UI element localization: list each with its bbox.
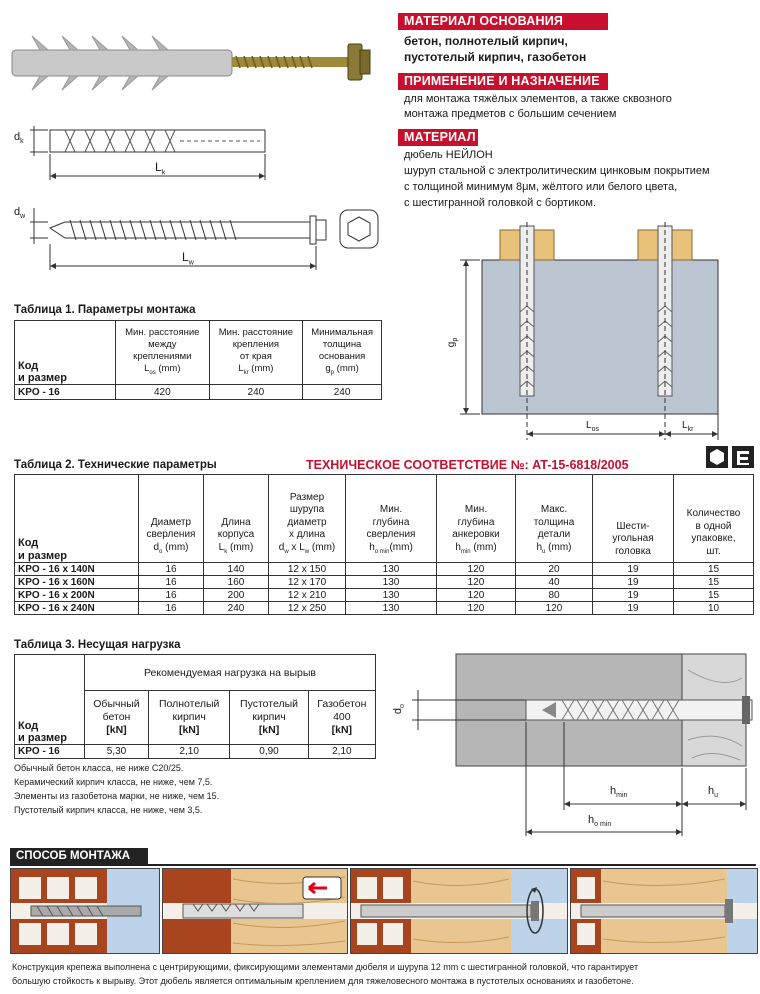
- table2-caption: Таблица 2. Технические параметры: [14, 459, 217, 471]
- table2-cell: 10: [674, 602, 754, 615]
- table2-cell: 130: [346, 576, 437, 589]
- table1-code-cell: KPO - 16: [15, 385, 116, 400]
- table2-cell: 120: [516, 602, 593, 615]
- installation-type-icon: [732, 446, 754, 468]
- table3-col-concrete: Обычный бетон [kN]: [85, 691, 149, 745]
- installation-description-line-1: Конструкция крепежа выполнена с центрирующими, фиксирующими элементами дюбеля и шурупа 12 mm с шестигранной головкой, что гарантирует: [12, 962, 639, 972]
- application-header: ПРИМЕНЕНИЕ И НАЗНАЧЕНИЕ: [398, 73, 608, 90]
- table2-col-screw: Размер шурупа диаметр x длина $d_w$ x $L_w$ (mm): [269, 475, 346, 563]
- table3-col-hollow-brick: Пустотелый кирпич [kN]: [230, 691, 308, 745]
- table2-code-cell: KPO - 16 x 240N: [15, 602, 139, 615]
- table2-code-cell: KPO - 16 x 160N: [15, 576, 139, 589]
- table2-code-cell: KPO - 16 x 200N: [15, 589, 139, 602]
- table2-cell: 15: [674, 589, 754, 602]
- table2-cell: 16: [139, 563, 204, 576]
- table-row: [15, 602, 754, 615]
- table3: [14, 654, 376, 759]
- table2-cell: 12 x 250: [269, 602, 346, 615]
- installation-description-line-2: большую стойкость к вырыву. Этот дюбель является оптимальным креплением для тяжеловесного монтажа в пустотелых основаниях и газобетоне.: [12, 976, 634, 986]
- table-row: [15, 745, 376, 759]
- table1-col-gp: Минимальная толщина основания $g_p$ (mm): [303, 321, 382, 385]
- table2-col-homin: Мин. глубина сверления $h_{o min}(mm)$: [346, 475, 437, 563]
- table1: [14, 320, 382, 400]
- installation-title: СПОСОБ МОНТАЖА: [10, 848, 148, 864]
- table2-cell: 19: [593, 563, 674, 576]
- table-row: [15, 589, 754, 602]
- material-line-2: шуруп стальной с электролитическим цинковым покрытием: [404, 165, 710, 177]
- table-row: [15, 576, 754, 589]
- material-line-1: дюбель НЕЙЛОН: [404, 149, 493, 161]
- table2-col-hmin: Мин. глубина анкеровки $h_{min}$ (mm): [437, 475, 516, 563]
- lk-label: $L_k$: [155, 160, 166, 177]
- table2-cell: 16: [139, 576, 204, 589]
- table2-cell: 120: [437, 602, 516, 615]
- table2-cell: 130: [346, 563, 437, 576]
- table3-cell: 2,10: [148, 745, 229, 759]
- table2-cell: 120: [437, 576, 516, 589]
- material-header: МАТЕРИАЛ: [398, 129, 478, 146]
- table2-cell: 40: [516, 576, 593, 589]
- table1-col-los: Мин. расстояние между креплениями $L_{os}$ (mm): [116, 321, 210, 385]
- table2-cell: 15: [674, 576, 754, 589]
- table1-code-header: Код и размер: [15, 321, 116, 385]
- table2-cell: 160: [204, 576, 269, 589]
- lkr-label: $L_{kr}$: [682, 420, 694, 433]
- los-label: $L_{os}$: [586, 420, 599, 433]
- table3-code-cell: KPO - 16: [15, 745, 85, 759]
- table3-note: Пустотелый кирпич класса, не ниже, чем 3,5.: [14, 805, 203, 815]
- table2-cell: 16: [139, 589, 204, 602]
- table2-cell: 140: [204, 563, 269, 576]
- table3-note: Обычный бетон класса, не ниже C20/25.: [14, 763, 184, 773]
- table3-note: Элементы из газобетона марки, не ниже, чем 15.: [14, 791, 220, 801]
- dw-label: $d_w$: [14, 206, 26, 221]
- table3-code-header: Код и размер: [15, 655, 85, 745]
- table-row: [15, 385, 382, 400]
- table2-col-qty: Количество в одной упаковке, шт.: [674, 475, 754, 563]
- table2-cell: 19: [593, 589, 674, 602]
- table3-col-solid-brick: Полнотелый кирпич [kN]: [148, 691, 229, 745]
- material-line-3: с толщиной минимум 8μм, жёлтого или белого цвета,: [404, 181, 678, 193]
- homin-label: $h_{o min}$: [588, 814, 612, 829]
- install-step-2-insert: [162, 868, 348, 954]
- table2-code-header: Код и размер: [15, 475, 139, 563]
- table2-col-hu: Макс. толщина детали $h_u$ (mm): [516, 475, 593, 563]
- material-line-4: с шестигранной головкой с бортиком.: [404, 197, 597, 209]
- table2-cell: 130: [346, 589, 437, 602]
- table2-cell: 80: [516, 589, 593, 602]
- table2-cell: 19: [593, 602, 674, 615]
- approval-number: ТЕХНИЧЕСКОЕ СООТВЕТСТВИЕ №: AT-15-6818/2005: [306, 458, 629, 472]
- base-material-line-1: бетон, полнотелый кирпич,: [404, 34, 568, 48]
- dowel-drawing: [10, 118, 280, 188]
- installation-description: [12, 960, 638, 988]
- table2-cell: 130: [346, 602, 437, 615]
- do-label: $d_o$: [391, 704, 407, 715]
- table2-cell: 120: [437, 563, 516, 576]
- gp-label: $g_p$: [446, 337, 460, 348]
- table3-cell: 0,90: [230, 745, 308, 759]
- dk-label: $d_k$: [14, 131, 24, 146]
- base-material-line-2: пустотелый кирпич, газобетон: [404, 50, 587, 64]
- hex-head-icon: [706, 446, 728, 468]
- screw-drawing: [10, 200, 390, 272]
- install-step-1-drill: [10, 868, 160, 954]
- table2-col-lk: Длина корпуса $L_k$ (mm): [204, 475, 269, 563]
- hu-label: $h_u$: [708, 785, 719, 800]
- base-material-header: МАТЕРИАЛ ОСНОВАНИЯ: [398, 13, 608, 30]
- table3-cell: 5,30: [85, 745, 149, 759]
- table2-cell: 200: [204, 589, 269, 602]
- install-step-4-complete: [570, 868, 758, 954]
- application-line-2: монтажа предметов с большим сечением: [404, 108, 617, 120]
- table2-cell: 12 x 150: [269, 563, 346, 576]
- dowel-screw-photo: [10, 30, 380, 100]
- table3-col-aerated: Газобетон 400 [kN]: [308, 691, 375, 745]
- table3-cell: 2,10: [308, 745, 375, 759]
- table2-cell: 240: [204, 602, 269, 615]
- table1-value-cell: 240: [303, 385, 382, 400]
- anchoring-depth-diagram: [392, 650, 756, 840]
- table1-caption: Таблица 1. Параметры монтажа: [14, 304, 196, 316]
- table2-cell: 120: [437, 589, 516, 602]
- table2: [14, 474, 754, 615]
- table3-group-header: Рекомендуемая нагрузка на вырыв: [85, 655, 376, 691]
- installation-spacing-diagram: [440, 222, 740, 444]
- table2-cell: 16: [139, 602, 204, 615]
- table2-col-hex: Шести- угольная головка: [593, 475, 674, 563]
- table3-caption: Таблица 3. Несущая нагрузка: [14, 639, 181, 651]
- install-step-3-screw: [350, 868, 568, 954]
- table3-note: Керамический кирпич класса, не ниже, чем 7,5.: [14, 777, 213, 787]
- table2-code-cell: KPO - 16 x 140N: [15, 563, 139, 576]
- table2-cell: 19: [593, 576, 674, 589]
- table1-value-cell: 420: [116, 385, 210, 400]
- lw-label: $L_w$: [182, 250, 194, 267]
- table2-cell: 12 x 170: [269, 576, 346, 589]
- table1-value-cell: 240: [209, 385, 303, 400]
- table2-col-do: Диаметр сверления $d_o$ (mm): [139, 475, 204, 563]
- installation-divider: [10, 864, 756, 866]
- table2-cell: 12 x 210: [269, 589, 346, 602]
- table2-cell: 20: [516, 563, 593, 576]
- table-row: [15, 563, 754, 576]
- hmin-label: $h_{min}$: [610, 785, 628, 800]
- table2-cell: 15: [674, 563, 754, 576]
- table1-col-lkr: Мин. расстояние крепления от края $L_{kr}$ (mm): [209, 321, 303, 385]
- application-line-1: для монтажа тяжёлых элементов, а также сквозного: [404, 93, 672, 105]
